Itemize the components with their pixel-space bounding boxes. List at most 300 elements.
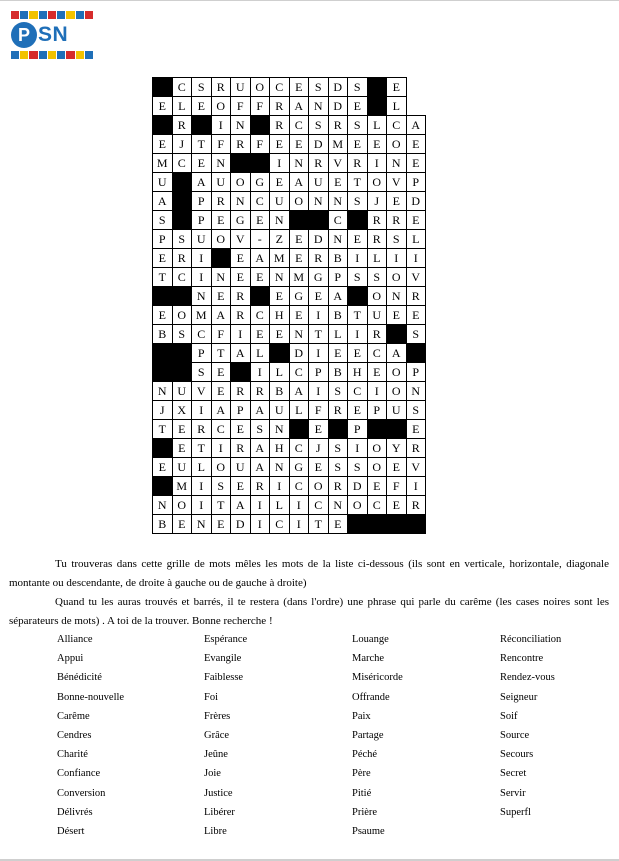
grid-cell: O (231, 173, 251, 192)
grid-cell: A (387, 344, 407, 363)
word-list-item: Psaume (352, 825, 385, 837)
grid-cell: D (328, 78, 348, 97)
grid-cell: E (172, 515, 192, 534)
grid-cell: A (250, 401, 270, 420)
grid-cell: E (367, 477, 387, 496)
word-list-item: Conversion (57, 787, 106, 799)
word-list-item: Prière (352, 806, 378, 818)
grid-cell: O (211, 97, 231, 116)
grid-cell: R (192, 420, 212, 439)
grid-cell: E (211, 211, 231, 230)
grid-cell: D (289, 344, 309, 363)
grid-cell: F (211, 135, 231, 154)
grid-cell: O (309, 477, 329, 496)
grid-cell-black (231, 154, 251, 173)
word-list-item: Justice (204, 787, 233, 799)
grid-cell: I (406, 249, 426, 268)
grid-cell: N (270, 458, 290, 477)
word-list-item: Jeûne (204, 749, 228, 761)
word-list-item: Bénédicité (57, 672, 102, 684)
grid-cell: J (309, 439, 329, 458)
word-list-item: Faiblesse (204, 672, 244, 684)
logo-text: SN (38, 23, 69, 46)
grid-cell: H (348, 363, 368, 382)
grid-cell: E (211, 382, 231, 401)
grid-cell: E (348, 401, 368, 420)
grid-cell: H (270, 439, 290, 458)
grid-cell: N (289, 325, 309, 344)
grid-cell: C (250, 192, 270, 211)
grid-cell: R (328, 477, 348, 496)
grid-cell: L (289, 401, 309, 420)
grid-cell: N (387, 287, 407, 306)
grid-cell: E (387, 496, 407, 515)
grid-cell: P (192, 192, 212, 211)
grid-cell: J (172, 135, 192, 154)
grid-cell-black (250, 154, 270, 173)
grid-cell: A (289, 173, 309, 192)
grid-cell: E (192, 154, 212, 173)
word-list-column-4 (500, 630, 561, 822)
grid-cell: I (192, 401, 212, 420)
word-list-item: Grâce (204, 729, 230, 741)
grid-cell: T (211, 496, 231, 515)
word-list-item: Louange (352, 634, 389, 645)
grid-cell: O (367, 173, 387, 192)
grid-cell-black (172, 363, 192, 382)
flag-icon (66, 51, 74, 59)
logo-mark (11, 19, 93, 51)
word-list-item: Cendres (57, 729, 92, 741)
grid-cell: M (270, 249, 290, 268)
grid-cell: S (387, 230, 407, 249)
flag-icon (48, 51, 56, 59)
grid-row (153, 439, 426, 458)
grid-cell: E (406, 306, 426, 325)
grid-cell: I (367, 382, 387, 401)
grid-cell: S (348, 458, 368, 477)
grid-cell: L (270, 363, 290, 382)
grid-cell: R (211, 78, 231, 97)
grid-row (153, 344, 426, 363)
flag-icon (29, 11, 37, 19)
grid-cell: Y (387, 439, 407, 458)
grid-cell: A (250, 439, 270, 458)
grid-cell: E (406, 135, 426, 154)
grid-cell: E (250, 325, 270, 344)
grid-cell: E (211, 287, 231, 306)
word-list-item: Pitié (352, 787, 372, 799)
grid-cell: S (328, 439, 348, 458)
grid-cell: N (231, 192, 251, 211)
grid-cell: L (270, 496, 290, 515)
grid-cell: I (348, 325, 368, 344)
grid-cell: F (309, 401, 329, 420)
grid-cell: S (192, 78, 212, 97)
grid-cell-black (406, 515, 426, 534)
grid-cell: C (348, 382, 368, 401)
grid-cell: R (231, 382, 251, 401)
grid-row (153, 496, 426, 515)
grid-cell: E (406, 420, 426, 439)
grid-cell: R (270, 116, 290, 135)
grid-cell: N (211, 154, 231, 173)
grid-cell: U (270, 401, 290, 420)
grid-row (153, 515, 426, 534)
grid-cell: R (172, 249, 192, 268)
grid-cell: R (367, 230, 387, 249)
grid-cell: O (387, 268, 407, 287)
grid-cell: L (367, 116, 387, 135)
grid-cell: T (211, 344, 231, 363)
grid-cell-black (192, 116, 212, 135)
grid-cell: N (387, 154, 407, 173)
grid-cell: S (172, 325, 192, 344)
grid-cell: R (406, 496, 426, 515)
grid-cell: S (406, 401, 426, 420)
grid-cell: E (406, 211, 426, 230)
grid-cell: C (211, 420, 231, 439)
grid-cell: I (250, 496, 270, 515)
grid-row (153, 325, 426, 344)
grid-cell: P (406, 173, 426, 192)
word-list-item: Délivrés (57, 806, 93, 818)
grid-row (153, 249, 426, 268)
grid-cell: B (153, 515, 173, 534)
grid-cell: N (406, 382, 426, 401)
grid-cell-black (348, 211, 368, 230)
grid-cell: E (250, 211, 270, 230)
grid-cell: I (211, 439, 231, 458)
grid-cell-black (172, 211, 192, 230)
flag-icon (66, 11, 74, 19)
grid-cell-black (172, 192, 192, 211)
grid-cell: D (309, 230, 329, 249)
grid-cell: C (387, 116, 407, 135)
grid-cell: E (367, 363, 387, 382)
grid-row (153, 477, 426, 496)
grid-cell: R (348, 154, 368, 173)
word-list-item: Secret (500, 768, 527, 780)
grid-cell-black (328, 420, 348, 439)
word-list-item: Alliance (57, 634, 93, 645)
grid-cell: F (387, 477, 407, 496)
grid-cell: I (192, 477, 212, 496)
grid-row (153, 192, 426, 211)
grid-cell: O (250, 78, 270, 97)
grid-cell: E (172, 439, 192, 458)
grid-cell: C (289, 439, 309, 458)
word-list-item: Appui (57, 653, 84, 665)
grid-cell: C (328, 211, 348, 230)
grid-cell: E (289, 78, 309, 97)
word-list-item: Confiance (57, 768, 101, 780)
grid-cell: A (406, 116, 426, 135)
grid-cell: B (328, 306, 348, 325)
grid-cell: V (406, 268, 426, 287)
grid-cell: E (153, 249, 173, 268)
grid-cell: Z (270, 230, 290, 249)
grid-cell: R (231, 287, 251, 306)
word-list-item: Rencontre (500, 653, 544, 665)
grid-row (153, 268, 426, 287)
grid-cell-black (348, 515, 368, 534)
grid-cell: M (289, 268, 309, 287)
grid-cell: I (192, 496, 212, 515)
grid-cell: C (172, 78, 192, 97)
grid-cell: R (309, 154, 329, 173)
grid-cell: R (309, 249, 329, 268)
grid-cell: T (309, 325, 329, 344)
grid-cell-black (153, 287, 173, 306)
grid-cell: E (211, 363, 231, 382)
grid-cell: I (231, 325, 251, 344)
grid-cell: C (289, 477, 309, 496)
grid-row (153, 382, 426, 401)
grid-row (153, 78, 426, 97)
grid-cell: A (192, 173, 212, 192)
flag-icon (85, 11, 93, 19)
grid-cell: U (211, 173, 231, 192)
grid-cell: S (172, 230, 192, 249)
grid-cell: O (387, 363, 407, 382)
grid-cell-black (153, 477, 173, 496)
grid-cell: D (231, 515, 251, 534)
grid-cell: I (309, 306, 329, 325)
flag-icon (39, 51, 47, 59)
word-list-item: Soif (500, 710, 518, 722)
grid-cell: B (153, 325, 173, 344)
grid-cell: U (387, 401, 407, 420)
grid-cell: E (231, 268, 251, 287)
grid-cell: N (153, 496, 173, 515)
grid-cell: E (387, 306, 407, 325)
grid-row (153, 230, 426, 249)
grid-cell: L (367, 249, 387, 268)
grid-row (153, 211, 426, 230)
psn-logo (11, 11, 93, 61)
grid-cell: E (231, 420, 251, 439)
grid-cell-black (289, 211, 309, 230)
grid-cell-black (387, 325, 407, 344)
grid-cell: G (250, 173, 270, 192)
grid-cell-black (270, 344, 290, 363)
grid-cell: M (153, 154, 173, 173)
grid-cell: S (211, 477, 231, 496)
word-list-item: Carême (57, 710, 90, 722)
grid-cell: E (348, 97, 368, 116)
grid-cell: E (406, 154, 426, 173)
grid-cell: O (348, 496, 368, 515)
grid-cell: I (270, 477, 290, 496)
grid-cell: N (192, 287, 212, 306)
grid-cell: L (328, 325, 348, 344)
grid-row (153, 173, 426, 192)
grid-cell: O (367, 439, 387, 458)
grid-cell: R (328, 116, 348, 135)
word-list-item: Foi (204, 691, 219, 703)
word-list-column-3 (352, 630, 403, 841)
grid-cell: C (270, 515, 290, 534)
grid-cell: I (250, 363, 270, 382)
grid-cell: E (367, 135, 387, 154)
grid-cell: - (250, 230, 270, 249)
grid-cell: I (348, 439, 368, 458)
grid-row (153, 420, 426, 439)
grid-cell: E (387, 458, 407, 477)
grid-cell: I (367, 154, 387, 173)
grid-cell: I (309, 344, 329, 363)
grid-cell: P (153, 230, 173, 249)
grid-cell: M (172, 477, 192, 496)
grid-cell: I (406, 477, 426, 496)
grid-cell: L (192, 458, 212, 477)
flag-icon (20, 11, 28, 19)
grid-cell-black (153, 439, 173, 458)
grid-cell: N (270, 420, 290, 439)
flag-icon (39, 11, 47, 19)
grid-cell-black (172, 344, 192, 363)
grid-cell: T (153, 268, 173, 287)
word-list-item: Source (500, 729, 530, 741)
grid-cell: E (211, 515, 231, 534)
grid-cell: P (192, 344, 212, 363)
grid-cell-black (153, 78, 173, 97)
grid-cell: O (172, 496, 192, 515)
grid-cell-black (153, 116, 173, 135)
grid-cell: N (270, 211, 290, 230)
grid-cell: E (289, 135, 309, 154)
grid-cell: B (270, 382, 290, 401)
grid-cell: G (309, 268, 329, 287)
signal-flags-top (11, 11, 93, 19)
grid-cell-black (289, 420, 309, 439)
grid-cell: R (406, 439, 426, 458)
grid-cell: R (387, 211, 407, 230)
grid-cell: N (192, 515, 212, 534)
grid-cell: U (172, 382, 192, 401)
grid-cell-black (172, 287, 192, 306)
grid-cell: E (250, 268, 270, 287)
grid-cell: O (172, 306, 192, 325)
grid-cell: D (406, 192, 426, 211)
grid-cell: E (387, 78, 407, 97)
grid-cell: S (328, 382, 348, 401)
grid-cell: C (172, 268, 192, 287)
grid-cell-black (387, 420, 407, 439)
grid-cell-black (153, 363, 173, 382)
grid-cell: X (172, 401, 192, 420)
grid-cell: T (192, 439, 212, 458)
grid-cell: S (348, 116, 368, 135)
word-list-item: Désert (57, 825, 85, 837)
grid-cell-black (387, 515, 407, 534)
grid-cell: N (153, 382, 173, 401)
top-border (0, 0, 619, 1)
grid-cell-black (406, 344, 426, 363)
logo-circle: P (11, 22, 37, 48)
grid-cell: O (289, 192, 309, 211)
grid-cell: G (231, 211, 251, 230)
word-list-item: Paix (352, 710, 371, 722)
grid-cell: E (309, 458, 329, 477)
grid-cell: F (211, 325, 231, 344)
word-list-item: Espérance (204, 634, 248, 645)
word-list-item: Evangile (204, 653, 242, 665)
word-list-item: Partage (352, 729, 384, 741)
grid-cell: U (192, 230, 212, 249)
signal-flags-bottom (11, 51, 93, 59)
grid-cell: A (250, 458, 270, 477)
word-list-item: Bonne-nouvelle (57, 691, 125, 703)
flag-icon (76, 11, 84, 19)
grid-cell: G (289, 287, 309, 306)
grid-cell: T (309, 515, 329, 534)
grid-cell: S (192, 363, 212, 382)
grid-cell: C (367, 496, 387, 515)
grid-row (153, 401, 426, 420)
grid-cell: A (289, 382, 309, 401)
instructions-paragraph-2: Quand tu les auras trouvés et barrés, il te restera (dans l'ordre) une phrase qui parle du carême (les cases noires sont les séparateurs de mots) . A toi de la trouver. Bonne recherche ! (9, 596, 609, 627)
grid-cell: R (270, 97, 290, 116)
grid-cell: A (250, 249, 270, 268)
grid-cell: I (192, 268, 212, 287)
grid-cell: U (231, 78, 251, 97)
grid-cell: E (231, 477, 251, 496)
grid-cell: E (289, 306, 309, 325)
grid-cell: A (211, 306, 231, 325)
grid-cell: I (270, 154, 290, 173)
grid-cell: B (328, 249, 348, 268)
grid-cell: N (270, 268, 290, 287)
grid-cell: E (231, 249, 251, 268)
grid-cell: E (289, 249, 309, 268)
word-list-item: Rendez-vous (500, 672, 555, 684)
grid-cell: D (328, 97, 348, 116)
grid-cell: P (309, 363, 329, 382)
flag-icon (76, 51, 84, 59)
grid-cell: N (211, 268, 231, 287)
grid-cell: I (348, 249, 368, 268)
grid-cell: J (153, 401, 173, 420)
grid-row (153, 97, 426, 116)
grid-cell: V (231, 230, 251, 249)
word-list-item: Secours (500, 749, 534, 761)
grid-cell: N (309, 192, 329, 211)
grid-cell: R (328, 401, 348, 420)
grid-row (153, 154, 426, 173)
grid-cell: O (211, 458, 231, 477)
grid-cell: R (231, 439, 251, 458)
grid-cell: O (211, 230, 231, 249)
grid-cell: T (192, 135, 212, 154)
grid-cell-black (153, 344, 173, 363)
grid-cell: J (367, 192, 387, 211)
grid-cell-black (309, 211, 329, 230)
word-list-item: Miséricorde (352, 672, 403, 684)
word-list-item: Seigneur (500, 691, 538, 703)
grid-cell: P (367, 401, 387, 420)
grid-cell: T (348, 306, 368, 325)
grid-cell: O (367, 458, 387, 477)
grid-cell: E (348, 344, 368, 363)
grid-cell: E (309, 420, 329, 439)
grid-cell: V (328, 154, 348, 173)
grid-cell: A (231, 344, 251, 363)
grid-cell: I (309, 382, 329, 401)
grid-cell-black (367, 78, 387, 97)
grid-row (153, 363, 426, 382)
